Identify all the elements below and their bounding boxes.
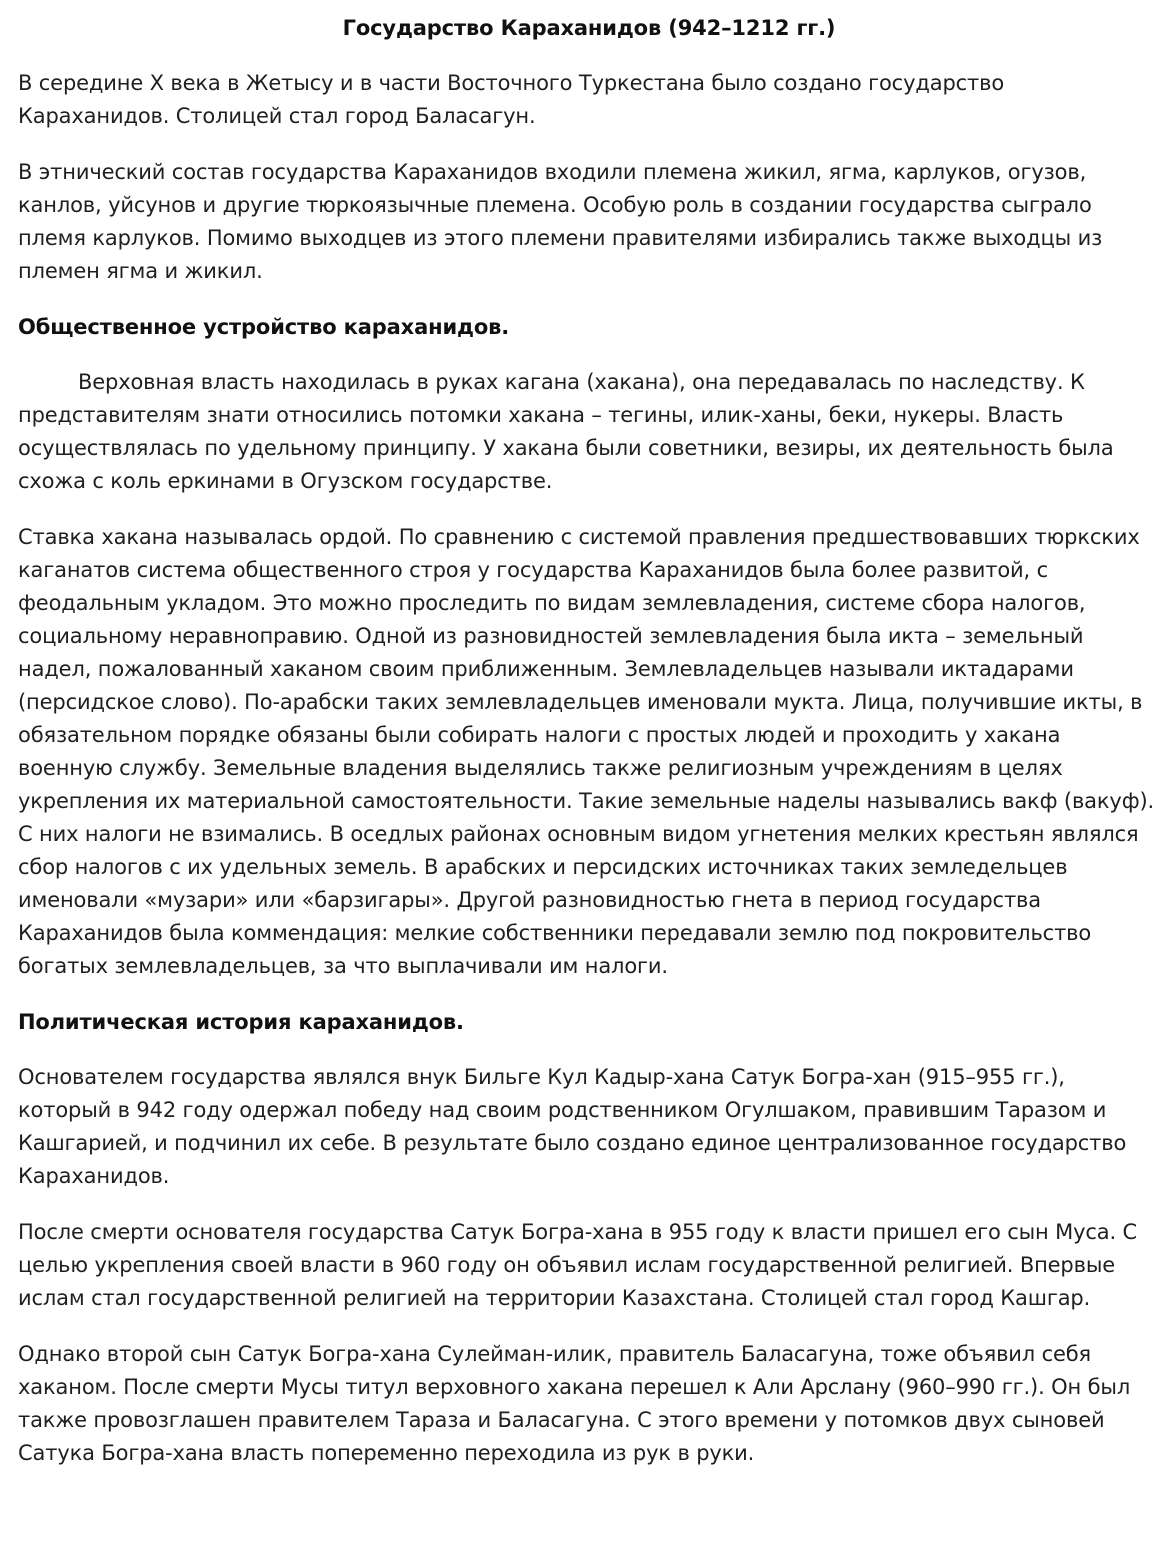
social-structure-paragraph-1: Верховная власть находилась в руках кагана (хакана), она передавалась по наследству. К представителям знати относились потомки хакана – тегины, илик-ханы, беки, нукеры. Власть осуществлялась по удельному принципу. У хакана были советники, везиры, их деятельность была схожа с коль еркинами в Огузском государстве. xyxy=(18,370,1114,493)
intro-paragraph-1: В середине Х века в Жетысу и в части Восточного Туркестана было создано государство Караханидов. Столицей стал город Баласагун. xyxy=(18,71,1005,128)
political-history-paragraph-2: После смерти основателя государства Сатук Богра-хана в 955 году к власти пришел его сын Муса. С целью укрепления своей власти в 960 году он объявил ислам государственной религией. Впервые ислам стал государственной религией на территории Казахстана. Столицей стал город Кашгар. xyxy=(18,1220,1138,1310)
social-structure-paragraph-2: Ставка хакана называлась ордой. По сравнению с системой правления предшествовавших тюркских каганатов система общественного строя у государства Караханидов была более развитой, с феодальным укладом. Это можно проследить по видам землевладения, системе сбора налогов, социальному неравноправию. Одной из разновидностей землевладения была икта – земельный надел, пожалованный хаканом своим приближенным. Землевладельцев называли иктадарами (персидское слово). По-арабски таких землевладельцев именовали мукта. Лица, получившие икты, в обязательном порядке обязаны были собирать налоги с простых людей и проходить у хакана военную службу. Земельные владения выделялись также религиозным учреждениям в целях укрепления их материальной самостоятельности. Такие земельные наделы назывались вакф (вакуф). С них налоги не взимались. В оседлых районах основным видом угнетения мелких крестьян являлся сбор налогов с их удельных земель. В арабских и персидских источниках таких земледельцев именовали «музари» или «барзигары». Другой разновидностью гнета в период государства Караханидов была коммендация: мелкие собственники передавали землю под покровительство богатых землевладельцев, за что выплачивали им налоги. xyxy=(18,525,1155,978)
section-heading-political-history: Политическая история караханидов. xyxy=(18,1010,464,1034)
section-heading-social-structure: Общественное устройство караханидов. xyxy=(18,315,510,339)
document-page xyxy=(18,12,1160,1493)
political-history-paragraph-1: Основателем государства являлся внук Бильге Кул Кадыр-хана Сатук Богра-хан (915–955 гг.), который в 942 году одержал победу над своим родственником Огулшаком, правившим Таразом и Кашгарией, и подчинил их себе. В результате было создано единое централизованное государство Караханидов. xyxy=(18,1065,1127,1188)
intro-paragraph-2: В этнический состав государства Караханидов входили племена жикил, ягма, карлуков, огузов, канлов, уйсунов и другие тюркоязычные племена. Особую роль в создании государства сыграло племя карлуков. Помимо выходцев из этого племени правителями избирались также выходцы из племен ягма и жикил. xyxy=(18,160,1103,283)
document-title: Государство Караханидов (942–1212 гг.) xyxy=(342,16,836,40)
political-history-paragraph-3: Однако второй сын Сатук Богра-хана Сулейман-илик, правитель Баласагуна, тоже объявил себя хаканом. После смерти Мусы титул верховного хакана перешел к Али Арслану (960–990 гг.). Он был также провозглашен правителем Тараза и Баласагуна. С этого времени у потомков двух сыновей Сатука Богра-хана власть попеременно переходила из рук в руки. xyxy=(18,1342,1131,1465)
